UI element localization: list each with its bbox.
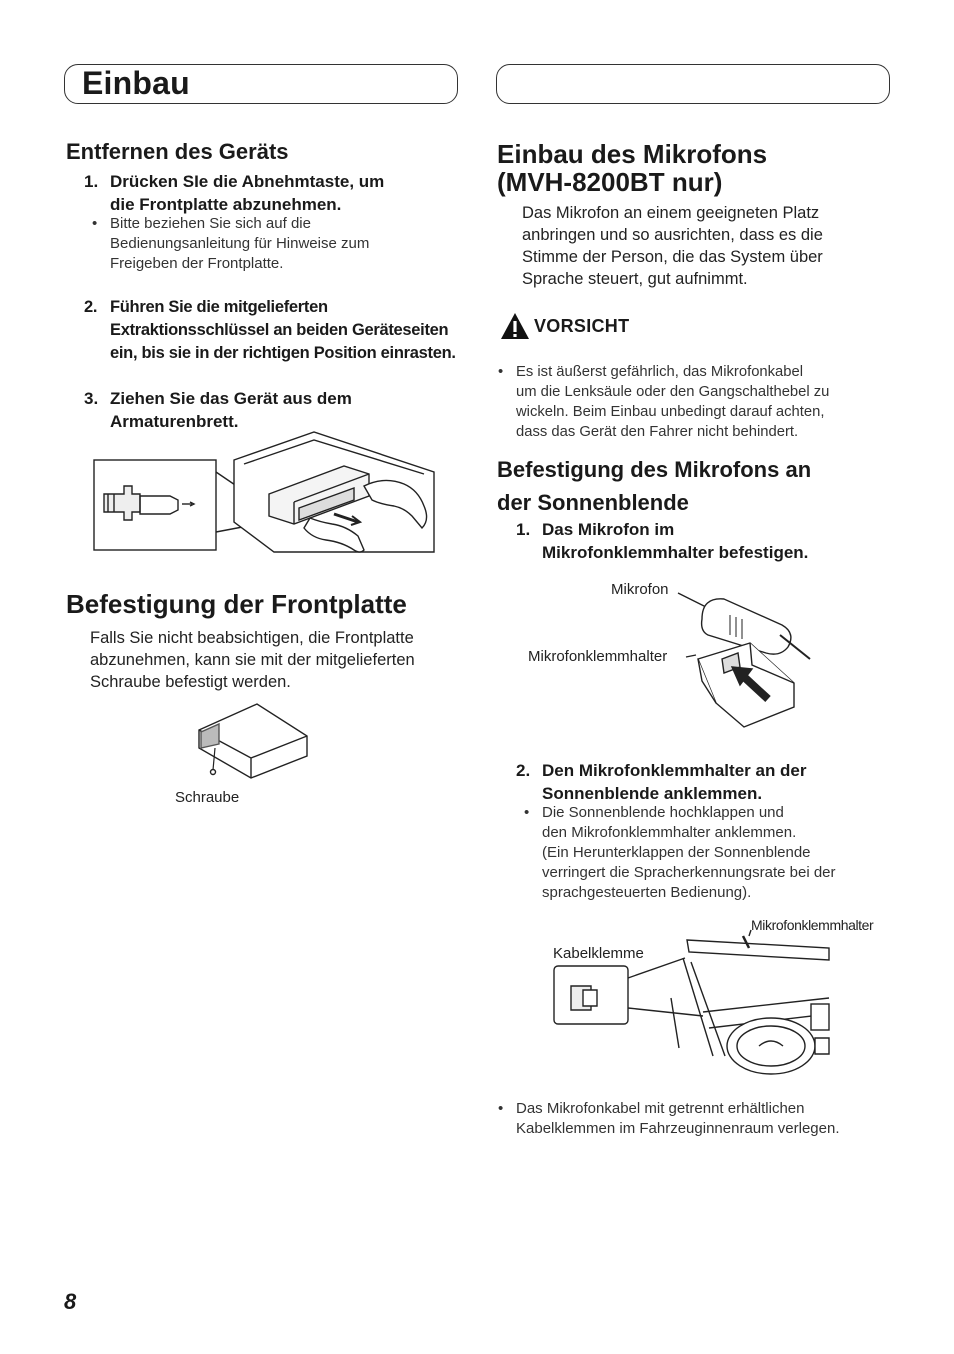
heading-line: Befestigung des Mikrofons an (497, 457, 812, 482)
step-text-line: Den Mikrofonklemmhalter an der (542, 761, 807, 780)
cable-clamp-label: Kabelklemme (553, 945, 644, 962)
body-line: abzunehmen, kann sie mit der mitgelieferten (90, 651, 415, 669)
screw-label: Schraube (175, 789, 240, 806)
note-line: Das Mikrofonkabel mit getrennt erhältlichen (516, 1100, 805, 1117)
body-line: anbringen und so ausrichten, dass es die (522, 226, 823, 244)
bullet-dot: • (498, 1100, 504, 1117)
bullet-dot: • (92, 215, 98, 232)
visor-step-1 (516, 518, 886, 566)
car-interior-illustration (553, 928, 829, 1058)
step-number: 2. (516, 761, 531, 780)
remove-step-2 (84, 296, 464, 366)
note-line: Kabelklemmen im Fahrzeuginnenraum verlegen. (516, 1120, 840, 1137)
visor-step-2-note (524, 803, 884, 903)
heading-line: der Sonnenblende (497, 490, 689, 515)
note-line: sprachgesteuerten Bedienung). (542, 884, 752, 901)
mic-heading (497, 140, 897, 196)
clip-label-2: Mikrofonklemmhalter (751, 917, 874, 933)
step-text-line: Sonnenblende anklemmen. (542, 784, 763, 803)
body-line: Das Mikrofon an einem geeigneten Platz (522, 204, 820, 222)
note-line: um die Lenksäule oder den Gangschalthebel zu (516, 384, 830, 400)
step-number: 1. (84, 172, 99, 191)
page-number: 8 (64, 1289, 77, 1314)
caution-note (498, 362, 888, 444)
caution-label: VORSICHT (534, 316, 630, 336)
body-line: Stimme der Person, die das System über (522, 248, 823, 266)
note-line: verringert die Spracherkennungsrate bei der (542, 864, 836, 881)
note-line: Die Sonnenblende hochklappen und (542, 804, 784, 821)
note-line: (Ein Herunterklappen der Sonnenblende (542, 844, 811, 861)
visor-step-2 (516, 759, 886, 807)
warning-icon (500, 312, 530, 340)
heading-line: (MVH-8200BT nur) (497, 167, 723, 197)
note-line: Freigeben der Frontplatte. (110, 255, 284, 272)
note-line: wickeln. Beim Einbau unbedingt darauf achten, (516, 404, 825, 420)
note-line: Es ist äußerst gefährlich, das Mikrofonkabel (516, 364, 804, 380)
step-text-line: Armaturenbrett. (110, 412, 239, 431)
remove-heading: Entfernen des Geräts (66, 139, 289, 164)
step-text-line: die Frontplatte abzunehmen. (110, 195, 342, 214)
removal-illustration (94, 432, 439, 552)
step-text-line: Mikrofonklemmhalter befestigen. (542, 543, 809, 562)
step-number: 2. (84, 298, 98, 316)
step-text-line: Das Mikrofon im (542, 520, 675, 539)
visor-heading (497, 453, 897, 519)
step-number: 1. (516, 520, 531, 539)
step-text-line: ein, bis sie in der richtigen Position einrasten. (110, 344, 456, 362)
heading-line: Einbau des Mikrofons (497, 139, 768, 169)
body-line: Schraube befestigt werden. (90, 673, 291, 691)
mic-label: Mikrofon (611, 581, 669, 598)
note-line: Bitte beziehen Sie sich auf die (110, 215, 311, 232)
screw-illustration (195, 700, 310, 790)
step-text-line: Ziehen Sie das Gerät aus dem (110, 389, 352, 408)
note-line: Bedienungsanleitung für Hinweise zum (110, 235, 370, 252)
header-box-right (496, 64, 890, 104)
remove-step-1 (84, 170, 464, 218)
mic-body (522, 202, 892, 294)
bullet-dot: • (498, 364, 504, 380)
mic-clip-illustration (676, 585, 816, 735)
remove-step-3 (84, 387, 464, 435)
step-number: 3. (84, 389, 99, 408)
note-line: dass das Gerät den Fahrer nicht behindert. (516, 424, 799, 440)
page-title: Einbau (82, 65, 190, 101)
body-line: Sprache steuert, gut aufnimmt. (522, 270, 748, 288)
remove-step-1-note (92, 214, 452, 274)
final-note (498, 1099, 888, 1143)
note-line: den Mikrofonklemmhalter anklemmen. (542, 824, 797, 841)
frontplate-heading: Befestigung der Frontplatte (66, 589, 407, 619)
frontplate-body (90, 627, 460, 697)
step-text-line: Extraktionsschlüssel an beiden Geräteseiten (110, 321, 449, 339)
body-line: Falls Sie nicht beabsichtigen, die Frontplatte (90, 629, 414, 647)
step-text-line: Drücken SIe die Abnehmtaste, um (110, 172, 385, 191)
bullet-dot: • (524, 804, 530, 821)
step-text-line: Führen Sie die mitgelieferten (110, 298, 328, 316)
clip-label: Mikrofonklemmhalter (528, 648, 668, 665)
